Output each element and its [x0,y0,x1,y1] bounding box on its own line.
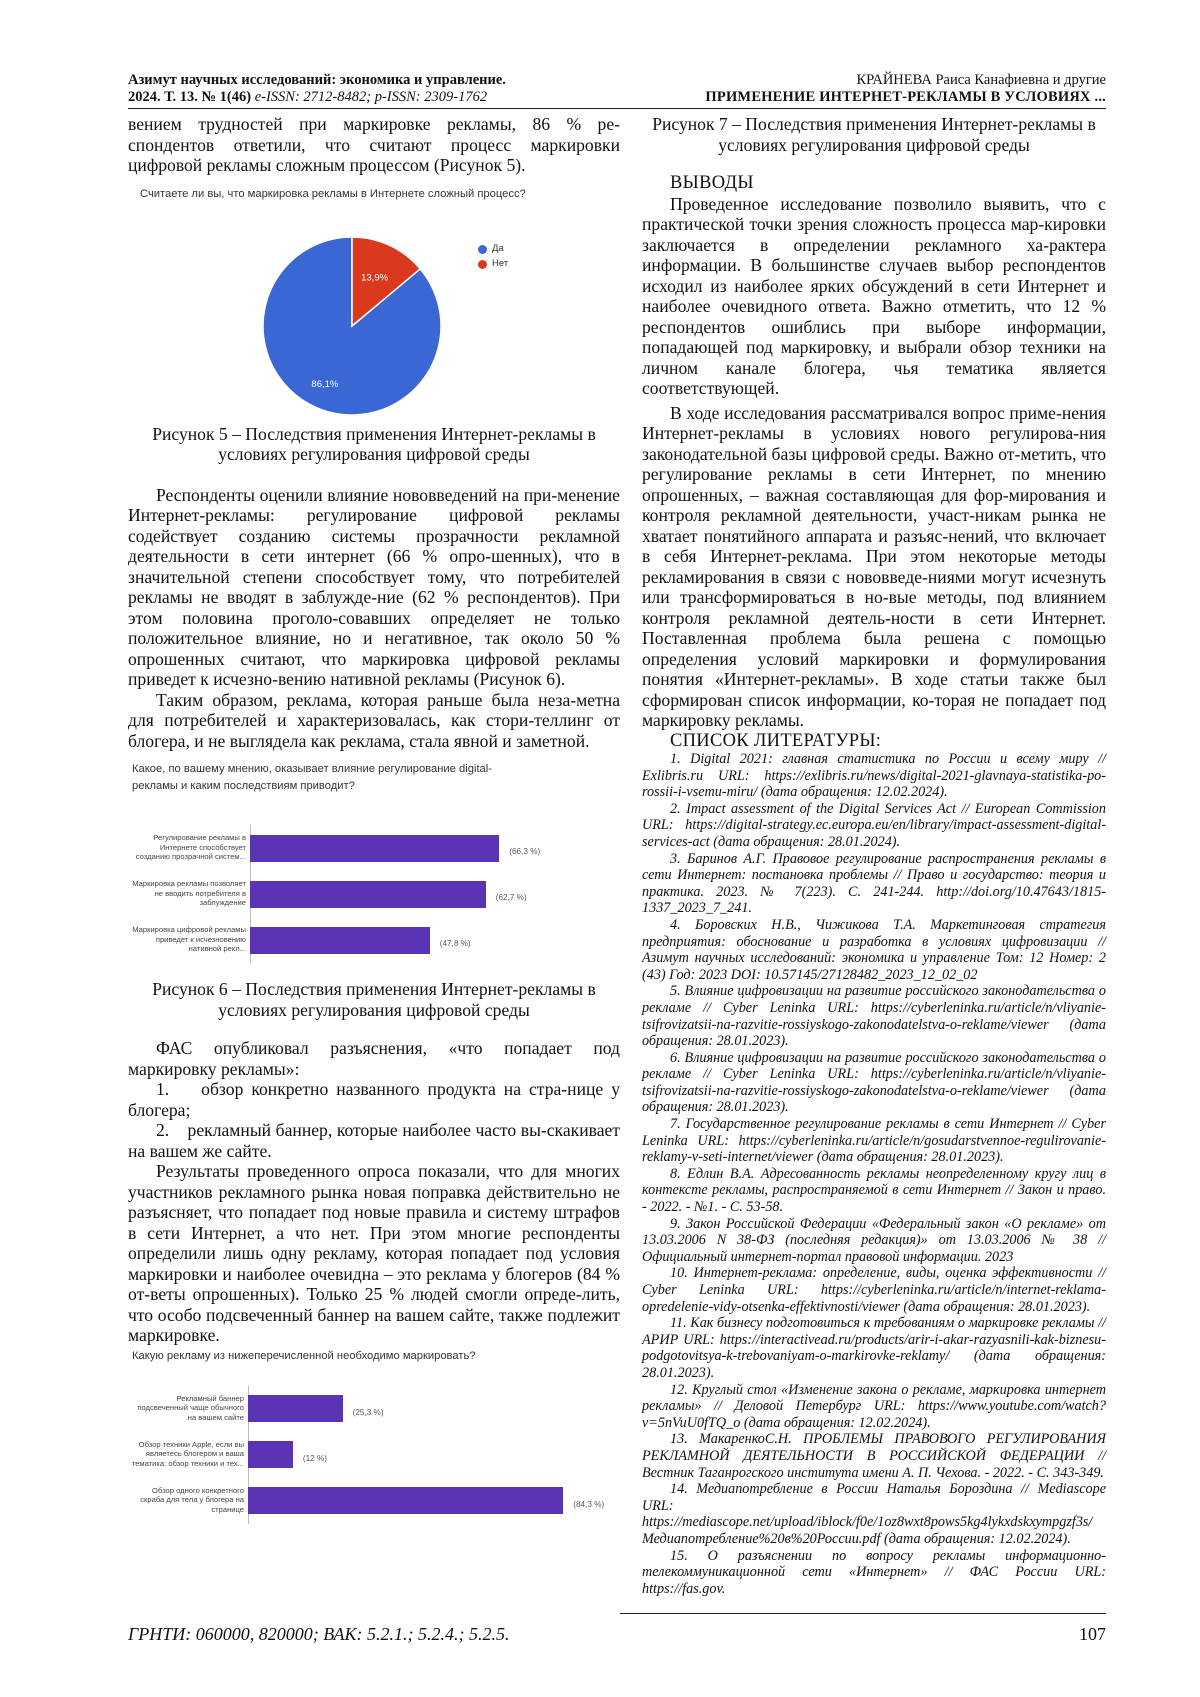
list-number: 1. [156,1079,170,1099]
pie-svg [128,186,620,416]
article-authors: КРАЙНЕВА Раиса Канафиевна и другие [856,72,1106,88]
bar [248,1395,343,1422]
reference-item: 1. Digital 2021: главная статистика по России и всему миру // Exlibris.ru URL: https://exlibris.ru/news/digital-2021-glavnaya-statistika-po-rossii-i-vsemu-miru/ (дата обращения: 12.02.2024). [642,751,1106,801]
footer-divider [620,1613,1106,1614]
paragraph: Проведенное исследование позволило выявить, что с практической точки зрения сложность процесса мар-кировки заключается в определении рекламного ха-рактера информации. В большинстве случаев выбор респондентов исходил из наиболее ярких обсуждений в сети Интернет и наиболее очевидного ответа. Важно отметить, что 12 % респондентов ошиблись при выборе информации, попадающей под маркировку, и выбрали обзор техники на личном канале блогера, чья тематика является соответствующей. [642,193,1106,398]
figure-6-caption: Рисунок 6 – Последствия применения Интернет-рекламы в условиях регулирования цифровой среды [152,979,596,1020]
bar-category-label: Обзор одного конкретного скраба для тела у блогера на странице [140,1485,244,1514]
left-column [128,114,620,1538]
journal-issue: 2024. Т. 13. № 1(46) [128,89,252,105]
reference-item: 9. Закон Российской Федерации «Федеральный закон «О рекламе» от 13.03.2006 N 38-ФЗ (последняя редакция)» от 13.03.2006 № 38 // Официальный интернет-портал правовой информации. 2023 [642,1215,1106,1265]
classification-codes: ГРНТИ: 060000, 820000; ВАК: 5.2.1.; 5.2.4.; 5.2.5. [128,1624,510,1644]
pie-data-label: 13,9% [361,272,389,284]
chart-title: Считаете ли вы, что маркировка рекламы в Интернете сложный процесс? [140,187,526,200]
list-text: обзор конкретно названного продукта на стра-нице у блогера; [128,1079,621,1120]
bar-value-label: (62,7 %) [495,893,527,902]
figure-7-caption: Рисунок 7 – Последствия применения Интернет-рекламы в условиях регулирования цифровой среды [652,114,1096,155]
legend-label: Да [492,242,504,254]
header-divider [128,108,1106,109]
list-number: 2. [156,1120,170,1140]
bar [250,881,486,908]
paragraph: Таким образом, реклама, которая раньше была неза-метна для потребителей и характеризовалась, как стори-теллинг от блогера, и не выглядела как реклама, стала явной и заметной. [128,689,620,751]
pie-chart [128,186,620,416]
page-number: 107 [1079,1624,1106,1644]
bar [248,1441,293,1468]
reference-item: 8. Едлин В.А. Адресованность рекламы неопределенному кругу лиц в контексте рекламы, распространяемой в сети Интернет // Закон и право. - 2022. - №1. - С. 53-58. [642,1165,1106,1216]
reference-item: 6. Влияние цифровизации на развитие российского законодательства о рекламе // Cyber Leninka URL: https://cyberleninka.ru/article/n/vliyanie-tsifrovizatsii-na-razvitie-rossiyskogo-zakonodatelstva-o-reklame/viewer (дата обращения: 28.01.2023). [642,1049,1106,1116]
chart-title: Какую рекламу из нижеперечисленной необходимо маркировать? [132,1349,476,1362]
reference-item: 11. Как бизнесу подготовиться к требованиям о маркировке рекламы // АРИР URL: https://interactivead.ru/products/arir-i-akar-razyasnili-kak-biznesu-podgotovitsya-k-trebovaniyam-o-markirovke-reklamy/ (дата обращения: 28.01.2023). [642,1315,1106,1381]
bar-category-label: Регулирование рекламы в Интернете способствует созданию прозрачной систем... [135,833,246,861]
reference-item: 12. Круглый стол «Изменение закона о рекламе, маркировка интернет рекламы» // Деловой Петербург URL: https://www.youtube.com/watch?v=5nVuU0fTQ_o (дата обращения: 12.02.2024). [642,1381,1106,1431]
journal-name: Азимут научных исследований: экономика и управление. [128,72,506,88]
bar-value-label: (25,3 %) [352,1407,384,1417]
paragraph: вением трудностей при маркировке рекламы, 86 % ре-спондентов ответили, что считают процесс маркировки цифровой рекламы сложным процессом (Рисунок 5). [128,114,620,175]
legend-swatch-yes [478,245,487,254]
bar-chart-influence [128,761,620,961]
reference-item: 15. О разъяснении по вопросу рекламы информационно-телекоммуникационной сети «Интернет» // ФАС России URL: https://fas.gov. [642,1547,1106,1597]
bar-chart-marking [128,1348,620,1538]
paragraph: Результаты проведенного опроса показали, что для многих участников рекламного рынка новая поправка действительно не разъясняет, что попадает под новые правила и систему штрафов в сети Интернет, а что нет. При этом многие респонденты определили лишь одну рекламу, которая попадает под условия маркировки и наиболее очевидна – это реклама у блогеров (84 % от-веты опрошенных). Только 25 % людей смогли опреде-лить, что особо подсвеченный баннер на вашем сайте, также подлежит маркировке. [128,1161,620,1345]
bar-value-label: (12 %) [302,1453,327,1463]
legend-item-no [478,257,508,272]
figure-5-caption: Рисунок 5 – Последствия применения Интернет-рекламы в условиях регулирования цифровой среды [152,423,596,464]
paragraph: В ходе исследования рассматривался вопрос приме-нения Интернет-рекламы в условиях нового регулирова-ния законодательной базы цифровой среды. Важно от-метить, что регулирование рекламы в сети Интернет, по мнению опрошенных, – важная составляющая для фор-мирования и контроля рекламной деятельности, участ-никам рынка не хватает понятийного аппарата и разъяс-нений, что включает в себя Интернет-реклама. При этом некоторые методы рекламирования в связи с нововведе-ниями могут исчезнуть или трансформироваться в но-вые методы, под влиянием контроля рекламной деятель-ности в сети Интернет. Поставленная проблема была решена с помощью определения условий маркировки и формулирования понятия «Интернет-рекламы». В ходе статьи также был сформирован список информации, ко-торая не попадает под маркировку рекламы. [642,402,1106,730]
paragraph: Респонденты оценили влияние нововведений на при-менение Интернет-рекламы: регулирование цифровой рекламы содействует созданию системы прозрачности рекламной деятельности в сети интернет (66 % опро-шенных), что в значительной степени способствует тому, что потребителей рекламы не вводят в заблужде-ние (62 % респондентов). При этом половина проголо-совавших определяет не только положительное влияние, но и негативное, так около 50 % опрошенных считают, что маркировка цифровой рекламы приведет к исчезно-вению нативной рекламы (Рисунок 6). [128,484,620,689]
journal-header [128,72,598,106]
bar-category-label: Маркировка рекламы позволяет не вводить потребителя в заблуждение [132,879,246,907]
bar-value-label: (47,8 %) [439,939,471,948]
reference-item: 13. МакаренкоС.Н. ПРОБЛЕМЫ ПРАВОВОГО РЕГУЛИРОВАНИЯ РЕКЛАМНОЙ ДЕЯТЕЛЬНОСТИ В РОССИЙСКОЙ ФЕДЕРАЦИИ // Вестник Таганрогского института имени А. П. Чехова. - 2022. - С. 343-349. [642,1431,1106,1481]
reference-item: 2. Impact assessment of the Digital Services Act // European Commission URL: https://digital-strategy.ec.europa.eu/en/library/impact-assessment-digital-services-act (дата обращения: 28.01.2024). [642,800,1106,850]
bar-category-label: Рекламный баннер подсвеченный чаще обычного на вашем сайте [137,1393,244,1422]
references-list [642,751,1106,1597]
article-running-title: ПРИМЕНЕНИЕ ИНТЕРНЕТ-РЕКЛАМЫ В УСЛОВИЯХ ... [705,89,1106,105]
list-item [128,1079,620,1120]
reference-item: 3. Баринов А.Г. Правовое регулирование распространения рекламы в сети Интернет: постановка проблемы // Право и государство: теория и практика. 2023. № 7(223). С. 241-244. http://doi.org/10.47643/1815-1337_2023_7_241. [642,850,1106,917]
references-heading: СПИСОК ЛИТЕРАТУРЫ: [670,730,882,751]
bar [248,1487,563,1514]
legend-swatch-no [478,260,487,269]
chart-title: Какое, по вашему мнению, оказывает влияние регулирование digital-рекламы и каким последствиям приводит? [132,763,492,792]
bar-category-label: Маркировка цифровой рекламы приведет к исчезновению нативной рекл... [132,925,246,953]
bar-category-label: Обзор техники Apple, если вы являетесь блогером и ваша тематика: обзор техники и тех... [131,1439,244,1468]
conclusions-heading: ВЫВОДЫ [670,173,754,193]
reference-item: 4. Боровских Н.В., Чижикова Т.А. Маркетинговая стратегия предприятия: обоснование и разработка в условиях цифровизации // Азимут научных исследований: экономика и управление Том: 12 Номер: 2 (43) Год: 2023 DOI: 10.57145/27128482_2023_12_02_02 [642,916,1106,983]
paragraph: ФАС опубликовал разъяснения, «что попадает под маркировку рекламы»: [128,1038,620,1079]
bar-value-label: (84,3 %) [573,1499,605,1509]
journal-issn: e-ISSN: 2712-8482; p-ISSN: 2309-1762 [254,89,488,105]
reference-item: 5. Влияние цифровизации на развитие российского законодательства о рекламе // Cyber Leninka URL: https://cyberleninka.ru/article/n/vliyanie-tsifrovizatsii-na-razvitie-rossiyskogo-zakonodatelstva-o-reklame/viewer (дата обращения: 28.01.2023). [642,983,1106,1050]
bar [250,927,430,954]
legend-label: Нет [492,257,509,269]
pie-data-label: 86,1% [311,378,339,390]
reference-item: 10. Интернет-реклама: определение, виды, оценка эффективности // Cyber Leninka URL: https://cyberleninka.ru/article/n/internet-reklama-opredelenie-vidy-otsenka-effektivnosti/viewer (дата обращения: 28.01.2023). [642,1265,1106,1315]
reference-item: 7. Государственное регулирование рекламы в сети Интернет // Cyber Leninka URL: https://cyberleninka.ru/article/n/gosudarstvennoe-regulirovanie-reklamy-v-seti-internet/viewer (дата обращения: 28.01.2023). [642,1116,1106,1166]
bar-value-label: (66,3 %) [509,847,541,856]
bar [250,835,499,862]
article-header [586,72,1106,106]
list-item [128,1120,620,1161]
chart-legend [478,242,508,272]
reference-item: 14. Медиапотребление в России Наталья Бороздина // Mediascope URL: https://mediascope.net/upload/iblock/f0e/1oz8wxt8pows5kg4lykxdskxympgzf3s/Медиапотребление%20в%20России.pdf (дата обращения: 12.02.2024). [642,1481,1106,1547]
right-column [642,114,1106,1597]
list-text: рекламный баннер, которые наиболее часто вы-скакивает на вашем же сайте. [128,1120,620,1161]
